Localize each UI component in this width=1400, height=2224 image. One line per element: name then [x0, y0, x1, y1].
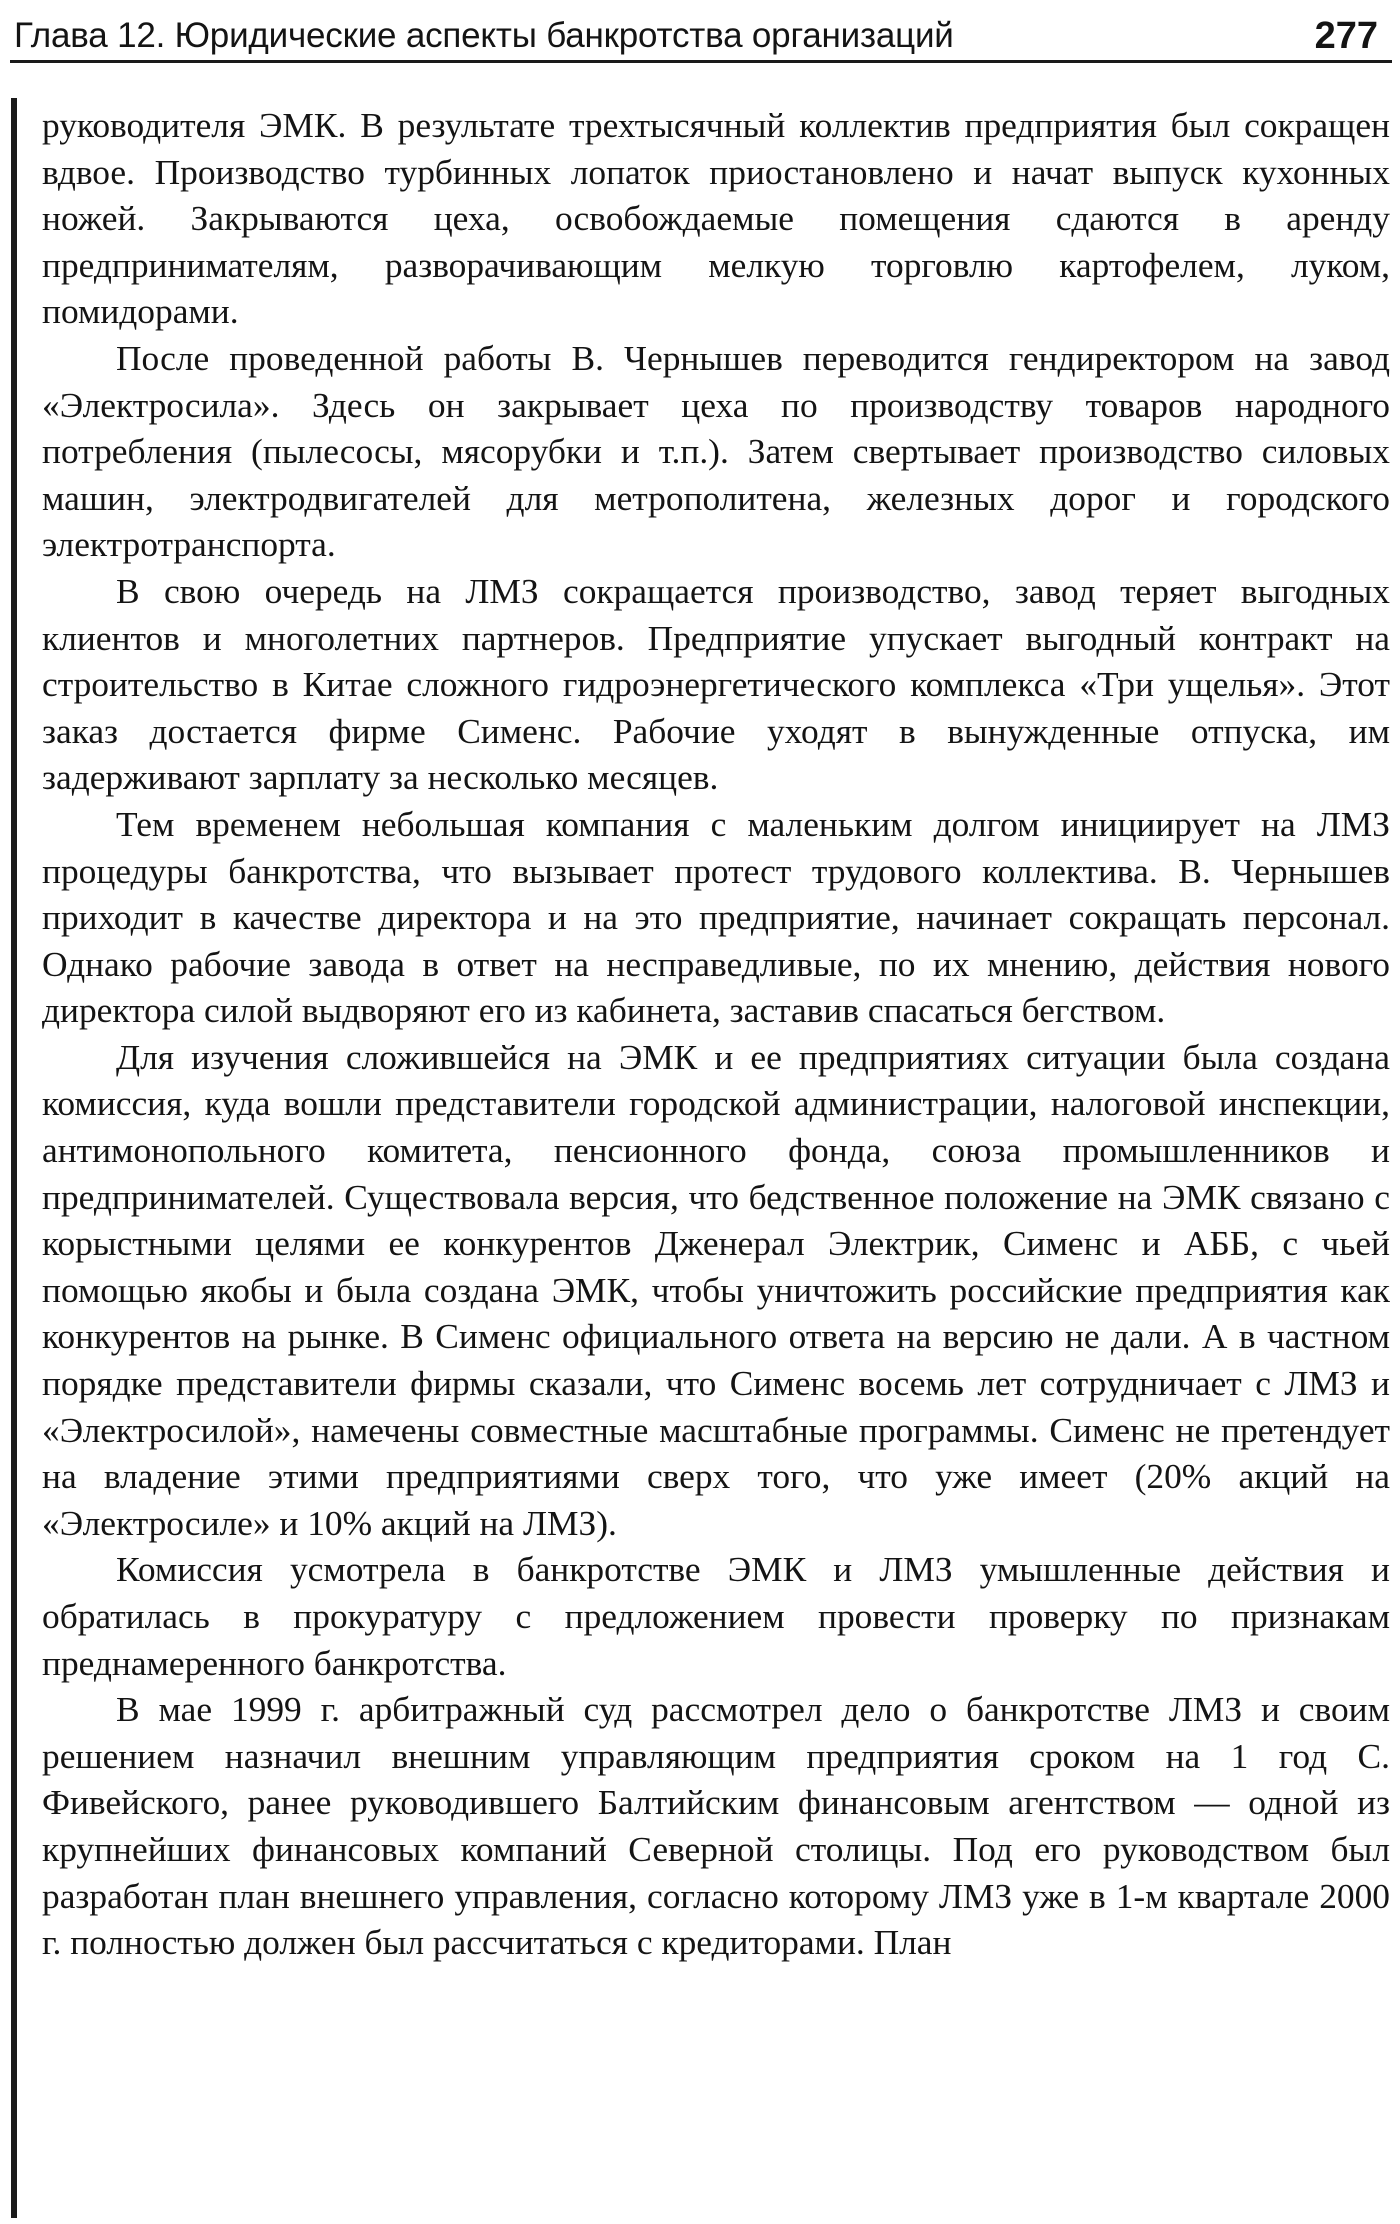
- page-number: 277: [1314, 15, 1378, 57]
- running-head: [14, 6, 1386, 58]
- paragraph: Для изучения сложившейся на ЭМК и ее предприятиях ситуации была создана комиссия, куда вошли представители городской администрации, налоговой инспекции, антимонопольного комитета, пенсионного фонда, союза промышленников и предпринимателей. Существовала версия, что бедственное положение на ЭМК связано с корыстными целями ее конкурентов Дженерал Электрик, Сименс и АББ, с чьей помощью якобы и была создана ЭМК, чтобы уничтожить российские предприятия как конкурентов на рынке. В Сименс официального ответа на версию не дали. А в частном порядке представители фирмы сказали, что Сименс восемь лет сотрудничает с ЛМЗ и «Электросилой», намечены совместные масштабные программы. Сименс не претендует на владение этими предприятиями сверх того, что уже имеет (20% акций на «Электросиле» и 10% акций на ЛМЗ).: [42, 1036, 1390, 1543]
- body-text: [42, 102, 1390, 1966]
- paragraph: В мае 1999 г. арбитражный суд рассмотрел дело о банкротстве ЛМЗ и своим решением назначил внешним управляющим предприятия сроком на 1 год С. Фивейского, ранее руководившего Балтийским финансовым агентством — одной из крупнейших финансовых компаний Северной столицы. Под его руководством был разработан план внешнего управления, согласно которому ЛМЗ уже в 1-м квартале 2000 г. полностью должен был рассчитаться с кредиторами. План: [42, 1689, 1390, 1963]
- margin-rule: [11, 98, 17, 2218]
- header-rule: [10, 60, 1392, 63]
- paragraph: В свою очередь на ЛМЗ сокращается производство, завод теряет выгодных клиентов и многолетних партнеров. Предприятие упускает выгодный контракт на строительство в Китае сложного гидроэнергетического комплекса «Три ущелья». Этот заказ достается фирме Сименс. Рабочие уходят в вынужденные отпуска, им задерживают зарплату за несколько месяцев.: [42, 570, 1390, 798]
- paragraph: руководителя ЭМК. В результате трехтысячный коллектив предприятия был сокращен вдвое. Производство турбинных лопаток приостановлено и начат выпуск кухонных ножей. Закрываются цеха, освобождаемые помещения сдаются в аренду предпринимателям, разворачивающим мелкую торговлю картофелем, луком, помидорами.: [42, 105, 1390, 332]
- paragraph: Тем временем небольшая компания с маленьким долгом инициирует на ЛМЗ процедуры банкротства, что вызывает протест трудового коллектива. В. Чернышев приходит в качестве директора и на это предприятие, начинает сокращать персонал. Однако рабочие завода в ответ на несправедливые, по их мнению, действия нового директора силой выдворяют его из кабинета, заставив спасаться бегством.: [42, 803, 1390, 1031]
- paragraph: Комиссия усмотрела в банкротстве ЭМК и ЛМЗ умышленные действия и обратилась в прокуратуру с предложением провести проверку по признакам преднамеренного банкротства.: [42, 1549, 1390, 1683]
- paragraph: После проведенной работы В. Чернышев переводится гендиректором на завод «Электросила». Здесь он закрывает цеха по производству товаров народного потребления (пылесосы, мясорубки и т.п.). Затем свертывает производство силовых машин, электродвигателей для метрополитена, железных дорог и городского электротранспорта.: [42, 337, 1390, 565]
- chapter-running-title: Глава 12. Юридические аспекты банкротства организаций: [14, 16, 954, 55]
